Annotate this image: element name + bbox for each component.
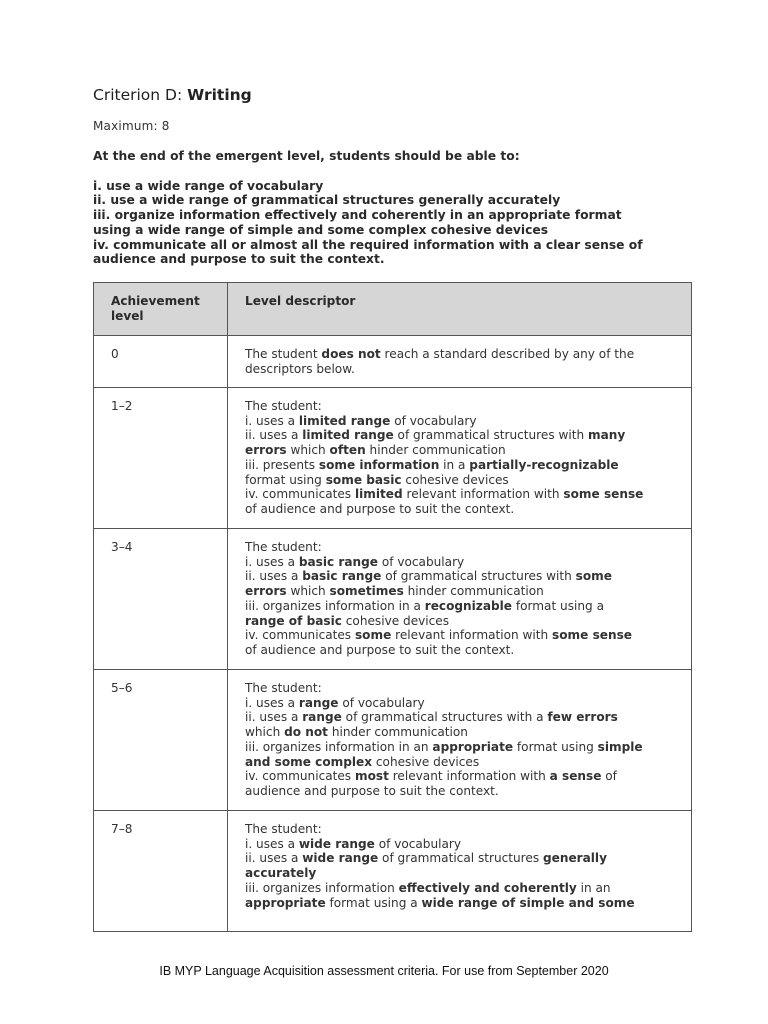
descriptor-text: relevant information with bbox=[402, 487, 564, 502]
table-row bbox=[94, 388, 692, 529]
descriptor-emphasis: some sense bbox=[563, 487, 644, 502]
descriptor-text: of vocabulary bbox=[390, 413, 477, 428]
objective-line: i. use a wide range of vocabulary bbox=[93, 178, 324, 193]
table-header-row bbox=[94, 283, 692, 336]
descriptor-line bbox=[245, 784, 681, 799]
descriptor-emphasis: sometimes bbox=[329, 584, 404, 599]
table-row bbox=[94, 529, 692, 670]
criterion-title-prefix: Criterion D: bbox=[93, 86, 188, 104]
descriptor-emphasis: limited range bbox=[302, 428, 394, 443]
descriptor-emphasis: wide range bbox=[298, 836, 375, 851]
descriptor-text: descriptors below. bbox=[245, 361, 355, 376]
descriptor-emphasis: wide range of simple and some bbox=[421, 895, 635, 910]
descriptor-text: audience and purpose to suit the context. bbox=[245, 783, 499, 798]
descriptor-text: format using a bbox=[325, 895, 422, 910]
descriptor-text: iii. presents bbox=[245, 457, 319, 472]
descriptor-text: cohesive devices bbox=[341, 613, 450, 628]
descriptor-text: reach a standard described by any of the bbox=[380, 347, 635, 361]
descriptor-line bbox=[245, 881, 681, 896]
descriptor-text: ii. uses a bbox=[245, 851, 303, 866]
descriptor-text: of audience and purpose to suit the context. bbox=[245, 642, 515, 657]
descriptor-text: format using bbox=[513, 739, 598, 754]
descriptor-emphasis: errors bbox=[245, 584, 287, 599]
maximum-score: Maximum: 8 bbox=[93, 119, 170, 133]
criterion-title-bold: Writing bbox=[187, 86, 252, 104]
descriptor-text: cohesive devices bbox=[401, 472, 509, 487]
descriptor-emphasis: some bbox=[354, 628, 392, 643]
descriptor-emphasis: and some complex bbox=[245, 754, 373, 769]
descriptor-emphasis: few errors bbox=[547, 710, 618, 725]
level-cell: 1–2 bbox=[94, 388, 228, 529]
descriptor-emphasis: range bbox=[298, 695, 339, 710]
descriptor-line bbox=[245, 569, 681, 584]
descriptor-emphasis: a sense bbox=[549, 769, 602, 784]
descriptor-line bbox=[245, 896, 681, 911]
descriptor-line bbox=[245, 851, 681, 866]
descriptor-line bbox=[245, 555, 681, 570]
descriptor-line bbox=[245, 428, 681, 443]
descriptor-line bbox=[245, 502, 681, 517]
descriptor-line bbox=[245, 399, 681, 414]
descriptor-cell bbox=[228, 388, 692, 529]
descriptor-text: of grammatical structures with bbox=[381, 569, 576, 584]
descriptor-emphasis: basic range bbox=[298, 554, 378, 569]
descriptor-text: format using a bbox=[512, 598, 604, 613]
descriptor-text: cohesive devices bbox=[372, 754, 480, 769]
descriptor-text: which bbox=[245, 725, 285, 740]
descriptor-text: iv. communicates bbox=[245, 769, 355, 784]
descriptor-emphasis: some bbox=[575, 569, 612, 584]
descriptor-emphasis: recognizable bbox=[424, 598, 513, 613]
descriptor-text: The student: bbox=[245, 540, 322, 554]
descriptor-emphasis: partially-recognizable bbox=[469, 457, 619, 472]
header-level-line: Achievement bbox=[111, 294, 200, 308]
descriptor-emphasis: limited bbox=[354, 487, 403, 502]
descriptor-text: The student: bbox=[245, 822, 322, 836]
descriptor-text: in a bbox=[439, 457, 470, 472]
objective-line: using a wide range of simple and some complex cohesive devices bbox=[93, 222, 549, 237]
descriptor-text: iii. organizes information in an bbox=[245, 739, 433, 754]
descriptor-line bbox=[245, 599, 681, 614]
descriptor-emphasis: range bbox=[302, 710, 342, 725]
descriptor-line bbox=[245, 681, 681, 696]
table-row bbox=[94, 336, 692, 388]
descriptor-emphasis: does not bbox=[321, 347, 381, 361]
descriptor-line bbox=[245, 710, 681, 725]
descriptor-emphasis: range of basic bbox=[245, 613, 342, 628]
descriptor-emphasis: simple bbox=[597, 739, 643, 754]
descriptor-text: which bbox=[286, 443, 330, 458]
descriptor-text: iv. communicates bbox=[245, 487, 355, 502]
level-cell: 5–6 bbox=[94, 670, 228, 811]
descriptor-emphasis: do not bbox=[284, 725, 328, 740]
descriptor-line bbox=[245, 347, 681, 362]
descriptor-text: relevant information with bbox=[391, 628, 553, 643]
descriptor-emphasis: accurately bbox=[245, 866, 317, 881]
descriptor-line bbox=[245, 362, 681, 377]
descriptor-text: hinder communication bbox=[365, 443, 506, 458]
descriptor-cell bbox=[228, 811, 692, 932]
descriptor-line bbox=[245, 584, 681, 599]
descriptor-text: relevant information with bbox=[388, 769, 550, 784]
descriptor-text: of vocabulary bbox=[338, 695, 425, 710]
descriptor-emphasis: some information bbox=[318, 457, 440, 472]
level-cell: 7–8 bbox=[94, 811, 228, 932]
descriptor-line bbox=[245, 769, 681, 784]
descriptor-line bbox=[245, 866, 681, 881]
descriptor-text: hinder communication bbox=[403, 584, 544, 599]
descriptor-emphasis: appropriate bbox=[432, 739, 514, 754]
descriptor-line bbox=[245, 628, 681, 643]
descriptor-emphasis: many bbox=[587, 428, 626, 443]
descriptor-emphasis: wide range bbox=[302, 851, 379, 866]
header-level-descriptor: Level descriptor bbox=[228, 283, 692, 336]
descriptor-text: ii. uses a bbox=[245, 710, 303, 725]
descriptor-line bbox=[245, 725, 681, 740]
descriptor-line bbox=[245, 458, 681, 473]
descriptor-text: of vocabulary bbox=[378, 554, 465, 569]
table-row bbox=[94, 670, 692, 811]
objective-line: audience and purpose to suit the context. bbox=[93, 252, 385, 267]
descriptor-line bbox=[245, 643, 681, 658]
descriptor-text: format using bbox=[245, 472, 326, 487]
descriptor-text: i. uses a bbox=[245, 695, 299, 710]
descriptor-cell bbox=[228, 336, 692, 388]
intro-gap bbox=[93, 164, 693, 179]
descriptor-text: in an bbox=[576, 880, 611, 895]
descriptor-text: i. uses a bbox=[245, 836, 299, 851]
descriptor-text: which bbox=[286, 584, 330, 599]
descriptor-line bbox=[245, 443, 681, 458]
descriptor-cell bbox=[228, 670, 692, 811]
descriptor-text: The student: bbox=[245, 399, 322, 413]
descriptor-text: of bbox=[601, 769, 617, 784]
descriptor-line bbox=[245, 487, 681, 502]
descriptor-text: of grammatical structures with bbox=[393, 428, 588, 443]
descriptor-text: ii. uses a bbox=[245, 428, 303, 443]
descriptor-line bbox=[245, 540, 681, 555]
criterion-title bbox=[93, 86, 252, 104]
descriptor-emphasis: some sense bbox=[552, 628, 632, 643]
descriptor-text: iii. organizes information in a bbox=[245, 598, 425, 613]
descriptor-emphasis: effectively and coherently bbox=[398, 880, 577, 895]
descriptor-emphasis: most bbox=[354, 769, 389, 784]
descriptor-text: of audience and purpose to suit the context. bbox=[245, 501, 515, 516]
descriptor-emphasis: generally bbox=[542, 851, 607, 866]
descriptor-text: i. uses a bbox=[245, 413, 299, 428]
descriptor-cell bbox=[228, 529, 692, 670]
page-footer: IB MYP Language Acquisition assessment criteria. For use from September 2020 bbox=[159, 964, 609, 978]
descriptor-emphasis: basic range bbox=[302, 569, 382, 584]
intro-lead: At the end of the emergent level, students should be able to: bbox=[93, 149, 520, 163]
achievement-table bbox=[93, 282, 692, 932]
header-level-line: level bbox=[111, 308, 144, 323]
descriptor-text: hinder communication bbox=[327, 725, 468, 740]
descriptor-emphasis: often bbox=[329, 443, 366, 458]
descriptor-text: ii. uses a bbox=[245, 569, 303, 584]
descriptor-emphasis: limited range bbox=[298, 413, 391, 428]
descriptor-line bbox=[245, 740, 681, 755]
level-cell: 0 bbox=[94, 336, 228, 388]
objective-line: ii. use a wide range of grammatical structures generally accurately bbox=[93, 193, 561, 208]
objective-line: iv. communicate all or almost all the required information with a clear sense of bbox=[93, 237, 643, 252]
descriptor-line bbox=[245, 822, 681, 837]
descriptor-text: The student: bbox=[245, 681, 322, 695]
descriptor-emphasis: errors bbox=[245, 443, 287, 458]
descriptor-line bbox=[245, 696, 681, 711]
objective-line: iii. organize information effectively and coherently in an appropriate format bbox=[93, 208, 622, 223]
header-achievement-level bbox=[94, 283, 228, 336]
table-row bbox=[94, 811, 692, 932]
descriptor-emphasis: some basic bbox=[325, 472, 402, 487]
level-cell: 3–4 bbox=[94, 529, 228, 670]
descriptor-text: iv. communicates bbox=[245, 628, 355, 643]
descriptor-text: of grammatical structures with a bbox=[341, 710, 548, 725]
descriptor-line bbox=[245, 614, 681, 629]
descriptor-emphasis: appropriate bbox=[245, 895, 326, 910]
descriptor-line bbox=[245, 837, 681, 852]
descriptor-text: The student bbox=[245, 347, 322, 361]
descriptor-text: iii. organizes information bbox=[245, 880, 399, 895]
descriptor-text: of vocabulary bbox=[374, 836, 462, 851]
descriptor-line bbox=[245, 473, 681, 488]
intro-block bbox=[93, 149, 693, 267]
descriptor-line bbox=[245, 414, 681, 429]
descriptor-text: i. uses a bbox=[245, 554, 299, 569]
descriptor-text: of grammatical structures bbox=[378, 851, 543, 866]
descriptor-line bbox=[245, 755, 681, 770]
